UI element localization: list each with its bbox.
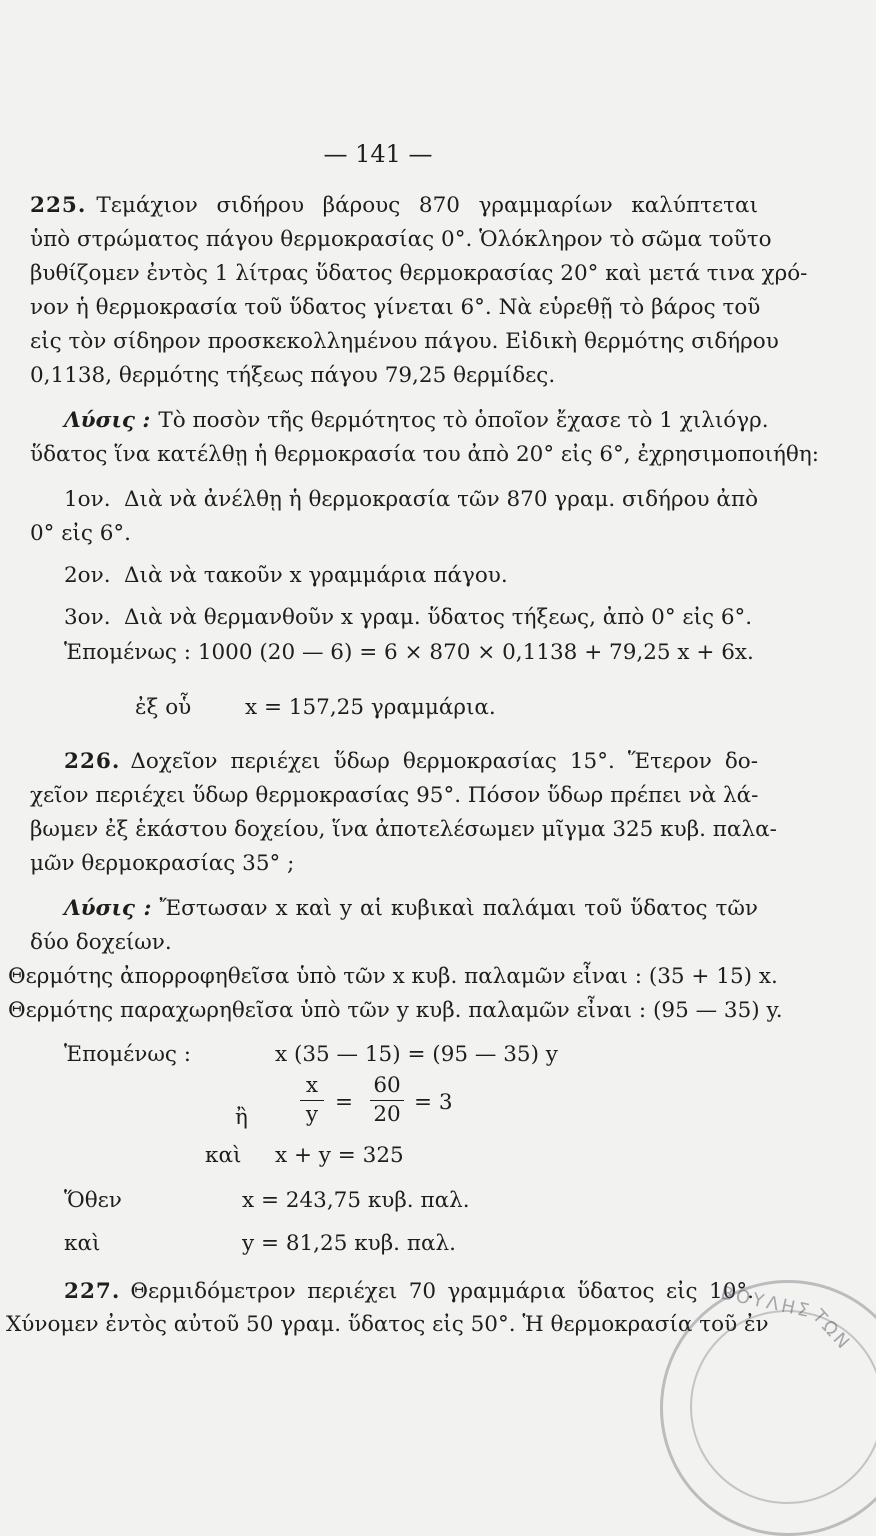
eq1-label: Ἑπομένως : (64, 1042, 191, 1067)
fraction-bar (370, 1100, 404, 1101)
result-label: ἐξ οὗ (135, 695, 192, 720)
fraction-60-over-20 (370, 1073, 404, 1128)
fraction-x-over-y (300, 1073, 324, 1128)
item-label: 3ον. (64, 605, 111, 630)
item-text: Διὰ νὰ θερμανθοῦν x γραμ. ὕδατος τήξεως, ἀπὸ 0° εἰς 6°. (124, 605, 753, 630)
solution-226-line-3: Θερμότης ἀπορροφηθεῖσα ὑπὸ τῶν x κυβ. παλαμῶν εἶναι : (35 + 15) x. (8, 964, 778, 989)
item-text: Διὰ νὰ τακοῦν x γραμμάρια πάγου. (124, 563, 508, 588)
solution-226-line-2: δύο δοχείων. (30, 930, 172, 955)
equals-sign: = (335, 1090, 354, 1115)
item-3 (64, 603, 792, 633)
eq5-label: καὶ (64, 1231, 101, 1256)
stamp-lettering-icon: ΤΩΝ (808, 1305, 856, 1356)
problem-text: Θερμιδόμετρον περιέχει 70 γραμμάρια ὕδατος εἰς 10°. (130, 1279, 754, 1304)
fraction-bar (300, 1100, 324, 1101)
problem-225-line-2: ὑπὸ στρώματος πάγου θερμοκρασίας 0°. Ὁλόκληρον τὸ σῶμα τοῦτο (30, 227, 772, 252)
fraction-numerator: x (305, 1073, 319, 1098)
problem-225-line-6: 0,1138, θερμότης τήξεως πάγου 79,25 θερμίδες. (30, 363, 556, 388)
stamp-lettering-icon: ΒΟΥΛΗΣ (718, 1282, 814, 1323)
equation-5: y = 81,25 κυβ. παλ. (242, 1231, 456, 1256)
problem-225-line-5: εἰς τὸν σίδηρον προσκεκολλημένου πάγου. Εἰδικὴ θερμότης σιδήρου (30, 329, 779, 354)
equation-1: x (35 — 15) = (95 — 35) y (275, 1042, 558, 1067)
page-number: — 141 — (323, 140, 433, 168)
solution-label: Λύσις : (64, 896, 152, 921)
solution-text: Ἔστωσαν x καὶ y αἱ κυβικαὶ παλάμαι τοῦ ὕδατος τῶν (159, 896, 759, 921)
item-1 (64, 485, 758, 515)
problem-number-226: 226. (64, 749, 121, 774)
problem-227-line-2: Χύνομεν ἐντὸς αὐτοῦ 50 γραμ. ὕδατος εἰς 50°. Ἡ θερμοκρασία τοῦ ἐν (6, 1312, 769, 1337)
equation-4: x = 243,75 κυβ. παλ. (242, 1188, 470, 1213)
fraction-denominator: 20 (373, 1102, 401, 1127)
fraction-numerator: 60 (373, 1073, 401, 1098)
solution-226-line-4: Θερμότης παραχωρηθεῖσα ὑπὸ τῶν y κυβ. παλαμῶν εἶναι : (95 — 35) y. (8, 998, 783, 1023)
eq3-label: καὶ (205, 1143, 242, 1168)
problem-226-line-2: χεῖον περιέχει ὕδωρ θερμοκρασίας 95°. Πόσον ὕδωρ πρέπει νὰ λά- (30, 783, 759, 808)
solution-225-line-1 (64, 406, 769, 436)
item-label: 1ον. (64, 487, 111, 512)
eq2-label: ἢ (235, 1105, 248, 1130)
problem-226-line-1 (64, 747, 758, 777)
item-text: Διὰ νὰ ἀνέλθῃ ἡ θερμοκρασία τῶν 870 γραμ. σιδήρου ἀπὸ (124, 487, 759, 512)
item-1-cont: 0° εἰς 6°. (30, 521, 131, 546)
problem-226-line-3: βωμεν ἐξ ἑκάστου δοχείου, ἵνα ἀποτελέσωμεν μῖγμα 325 κυβ. παλα- (30, 817, 777, 842)
problem-226-line-4: μῶν θερμοκρασίας 35° ; (30, 851, 295, 876)
fraction-denominator: y (305, 1102, 319, 1127)
solution-text: Τὸ ποσὸν τῆς θερμότητος τὸ ὁποῖον ἔχασε τὸ 1 χιλιόγρ. (158, 408, 769, 433)
item-label: 2ον. (64, 563, 111, 588)
problem-number-227: 227. (64, 1279, 121, 1304)
equation-225: Ἑπομένως : 1000 (20 — 6) = 6 × 870 × 0,1138 + 79,25 x + 6x. (64, 640, 754, 665)
eq4-label: Ὅθεν (64, 1188, 122, 1213)
problem-225-line-1 (30, 191, 758, 221)
problem-number-225: 225. (30, 193, 87, 218)
equation-3: x + y = 325 (275, 1143, 404, 1168)
problem-text: Τεμάχιον σιδήρου βάρους 870 γραμμαρίων καλύπτεται (96, 193, 758, 218)
problem-text: Δοχεῖον περιέχει ὕδωρ θερμοκρασίας 15°. Ἕτερον δο- (130, 749, 758, 774)
solution-label: Λύσις : (64, 408, 151, 433)
result-225: x = 157,25 γραμμάρια. (245, 695, 496, 720)
problem-225-line-4: νον ἡ θερμοκρασία τοῦ ὕδατος γίνεται 6°. Νὰ εὑρεθῇ τὸ βάρος τοῦ (30, 295, 761, 320)
fraction-result: = 3 (414, 1090, 453, 1115)
problem-225-line-3: βυθίζομεν ἐντὸς 1 λίτρας ὕδατος θερμοκρασίας 20° καὶ μετά τινα χρό- (30, 261, 808, 286)
solution-226-line-1 (64, 894, 758, 924)
item-2 (64, 561, 792, 591)
problem-227-line-1 (64, 1277, 754, 1307)
solution-225-line-2: ὕδατος ἵνα κατέλθῃ ἡ θερμοκρασία του ἀπὸ 20° εἰς 6°, ἐχρησιμοποιήθη: (30, 442, 820, 467)
